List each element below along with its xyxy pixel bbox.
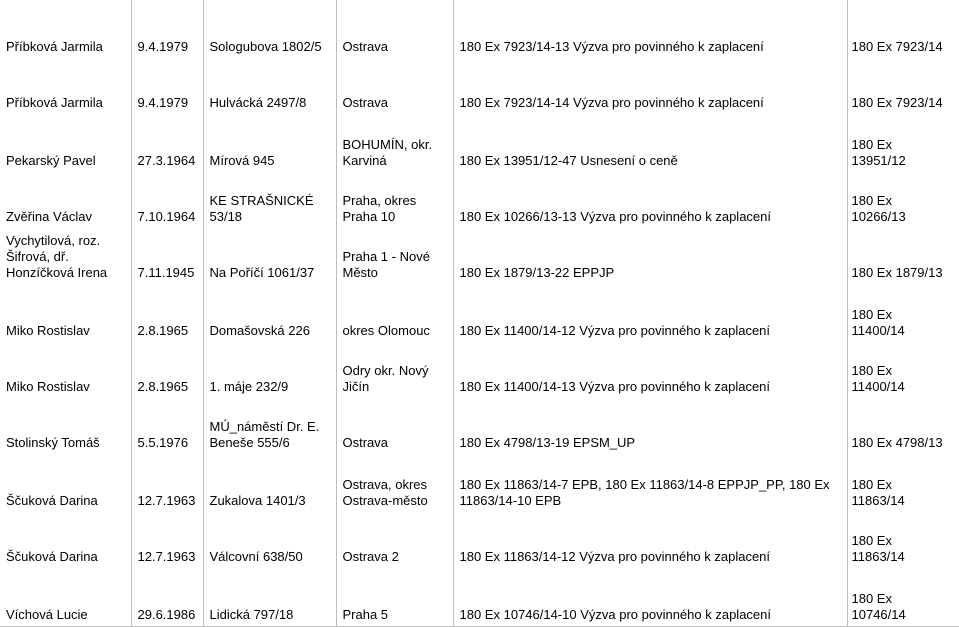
debtor-name: Miko Rostislav	[0, 284, 131, 342]
city: Ostrava	[336, 398, 453, 454]
birth-date: 12.7.1963	[131, 512, 203, 568]
document-record: 180 Ex 11400/14-13 Výzva pro povinného k zaplacení	[453, 342, 847, 398]
birth-date: 7.11.1945	[131, 228, 203, 284]
document-record: 180 Ex 11863/14-7 EPB, 180 Ex 11863/14-8 EPPJP_PP, 180 Ex 11863/14-10 EPB	[453, 454, 847, 512]
debtor-name: Příbková Jarmila	[0, 0, 131, 58]
city: Ostrava 2	[336, 512, 453, 568]
table-row	[0, 172, 959, 228]
table-row	[0, 454, 959, 512]
city: Ostrava, okres Ostrava-město	[336, 454, 453, 512]
table-row	[0, 512, 959, 568]
document-record: 180 Ex 7923/14-14 Výzva pro povinného k zaplacení	[453, 58, 847, 114]
street-address: MÚ_náměstí Dr. E. Beneše 555/6	[203, 398, 336, 454]
table-row	[0, 398, 959, 454]
birth-date: 12.7.1963	[131, 454, 203, 512]
document-record: 180 Ex 11400/14-12 Výzva pro povinného k zaplacení	[453, 284, 847, 342]
case-number: 180 Ex 11863/14	[847, 512, 959, 568]
table-row	[0, 58, 959, 114]
street-address: Lidická 797/18	[203, 568, 336, 626]
case-number: 180 Ex 10746/14	[847, 568, 959, 626]
case-number: 180 Ex 13951/12	[847, 114, 959, 172]
birth-date: 27.3.1964	[131, 114, 203, 172]
street-address: Sologubova 1802/5	[203, 0, 336, 58]
street-address: 1. máje 232/9	[203, 342, 336, 398]
debtor-name: Ščuková Darina	[0, 512, 131, 568]
birth-date: 7.10.1964	[131, 172, 203, 228]
document-record: 180 Ex 13951/12-47 Usnesení o ceně	[453, 114, 847, 172]
debtor-name: Příbková Jarmila	[0, 58, 131, 114]
street-address: Válcovní 638/50	[203, 512, 336, 568]
birth-date: 2.8.1965	[131, 342, 203, 398]
debtor-name: Zvěřina Václav	[0, 172, 131, 228]
street-address: Hulvácká 2497/8	[203, 58, 336, 114]
city: Praha 1 - Nové Město	[336, 228, 453, 284]
table-row	[0, 284, 959, 342]
city: okres Olomouc	[336, 284, 453, 342]
table-row	[0, 568, 959, 626]
city: Praha, okres Praha 10	[336, 172, 453, 228]
city: Ostrava	[336, 58, 453, 114]
street-address: Zukalova 1401/3	[203, 454, 336, 512]
case-number: 180 Ex 1879/13	[847, 228, 959, 284]
city: BOHUMÍN, okr. Karviná	[336, 114, 453, 172]
document-record: 180 Ex 1879/13-22 EPPJP	[453, 228, 847, 284]
case-number: 180 Ex 11863/14	[847, 454, 959, 512]
document-record: 180 Ex 4798/13-19 EPSM_UP	[453, 398, 847, 454]
document-record: 180 Ex 11863/14-12 Výzva pro povinného k zaplacení	[453, 512, 847, 568]
document-record: 180 Ex 10266/13-13 Výzva pro povinného k zaplacení	[453, 172, 847, 228]
table-row	[0, 0, 959, 58]
street-address: Mírová 945	[203, 114, 336, 172]
case-number: 180 Ex 11400/14	[847, 342, 959, 398]
street-address: KE STRAŠNICKÉ 53/18	[203, 172, 336, 228]
debtor-name: Pekarský Pavel	[0, 114, 131, 172]
debtor-name: Víchová Lucie	[0, 568, 131, 626]
birth-date: 9.4.1979	[131, 58, 203, 114]
street-address: Domašovská 226	[203, 284, 336, 342]
city: Praha 5	[336, 568, 453, 626]
birth-date: 29.6.1986	[131, 568, 203, 626]
case-number: 180 Ex 11400/14	[847, 284, 959, 342]
case-number: 180 Ex 7923/14	[847, 0, 959, 58]
street-address: Na Poříčí 1061/37	[203, 228, 336, 284]
table-row	[0, 342, 959, 398]
table-row	[0, 114, 959, 172]
debtor-name: Stolinský Tomáš	[0, 398, 131, 454]
debtor-name: Vychytilová, roz. Šifrová, dř. Honzíčková Irena	[0, 228, 131, 284]
case-number: 180 Ex 7923/14	[847, 58, 959, 114]
birth-date: 2.8.1965	[131, 284, 203, 342]
case-number: 180 Ex 4798/13	[847, 398, 959, 454]
city: Odry okr. Nový Jičín	[336, 342, 453, 398]
debtor-name: Miko Rostislav	[0, 342, 131, 398]
document-record: 180 Ex 10746/14-10 Výzva pro povinného k zaplacení	[453, 568, 847, 626]
debtor-name: Ščuková Darina	[0, 454, 131, 512]
birth-date: 9.4.1979	[131, 0, 203, 58]
city: Ostrava	[336, 0, 453, 58]
table-row	[0, 228, 959, 284]
document-record: 180 Ex 7923/14-13 Výzva pro povinného k zaplacení	[453, 0, 847, 58]
case-number: 180 Ex 10266/13	[847, 172, 959, 228]
birth-date: 5.5.1976	[131, 398, 203, 454]
